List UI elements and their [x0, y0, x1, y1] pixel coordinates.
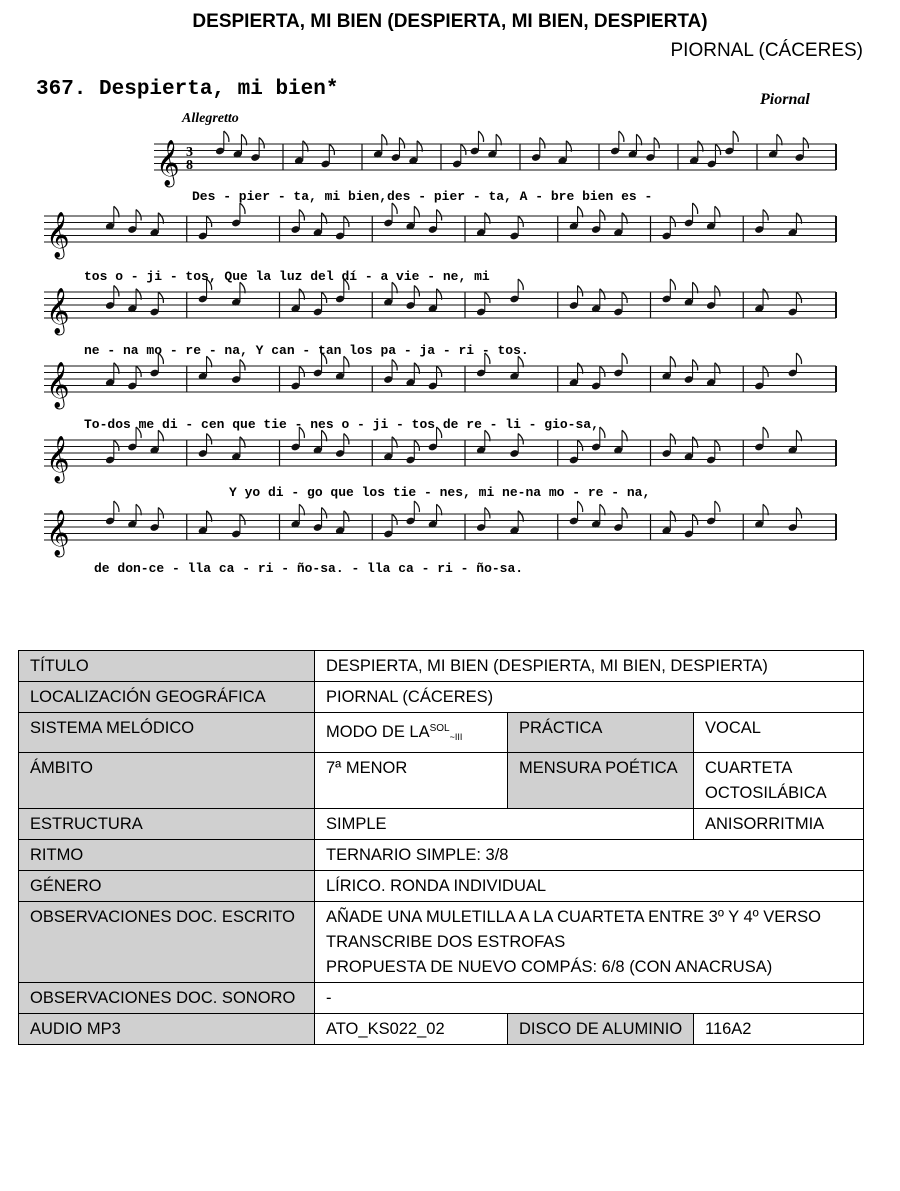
note-flag [733, 131, 738, 142]
practica-label: PRÁCTICA [508, 713, 694, 753]
note-flag [392, 360, 397, 371]
table-row [19, 753, 864, 809]
ambito-label: ÁMBITO [19, 753, 315, 809]
note-flag [240, 514, 245, 525]
note-flag [114, 286, 119, 297]
audio-value: ATO_KS022_02 [315, 1014, 508, 1045]
table-row [19, 902, 864, 983]
note-flag [622, 508, 627, 519]
titulo-value: DESPIERTA, MI BIEN (DESPIERTA, MI BIEN, DESPIERTA) [315, 651, 864, 682]
sistema-sub: ~III [449, 732, 463, 742]
ritmo-label: RITMO [19, 840, 315, 871]
audio-label: AUDIO MP3 [19, 1014, 315, 1045]
table-row [19, 809, 864, 840]
disco-value: 116A2 [694, 1014, 864, 1045]
estructura-label: ESTRUCTURA [19, 809, 315, 840]
note-flag [461, 144, 466, 155]
note-flag [715, 144, 720, 155]
note-flag [114, 440, 119, 451]
genero-value: LÍRICO. RONDA INDIVIDUAL [315, 871, 864, 902]
note-flag [322, 292, 327, 303]
sistema-label: SISTEMA MELÓDICO [19, 713, 315, 753]
note-flag [670, 434, 675, 445]
lyric-line: ne - na mo - re - na, Y can - tan los pa - ja - ri - tos. [84, 343, 529, 358]
note-flag [518, 216, 523, 227]
sistema-value [315, 713, 508, 753]
note-flag [299, 210, 304, 221]
table-row [19, 713, 864, 753]
lyrics [84, 189, 652, 576]
note-flag [485, 508, 490, 519]
lyric-line: Y yo di - go que los tie - nes, mi ne-na mo - re - na, [229, 485, 651, 500]
note-flag [322, 508, 327, 519]
table-row [19, 651, 864, 682]
obs-escrito-line: AÑADE UNA MULETILLA A LA CUARTETA ENTRE 3º Y 4º VERSO [326, 908, 822, 926]
note-flag [414, 501, 419, 512]
note-flag [207, 216, 212, 227]
note-flag [715, 286, 720, 297]
note-flag [693, 360, 698, 371]
table-row [19, 682, 864, 713]
note-flag [158, 508, 163, 519]
note-flag [600, 366, 605, 377]
table-row [19, 983, 864, 1014]
note-flag [600, 427, 605, 438]
note-flag [240, 360, 245, 371]
note-flag [622, 292, 627, 303]
note-flag [715, 440, 720, 451]
note-flag [763, 427, 768, 438]
note-flag [207, 434, 212, 445]
note-flag [803, 138, 808, 149]
obs-escrito-value [315, 902, 864, 983]
note-flag [437, 210, 442, 221]
document-place: PIORNAL (CÁCERES) [670, 40, 863, 61]
source-place: Piornal [760, 91, 810, 108]
note-flag [399, 138, 404, 149]
note-flag [158, 292, 163, 303]
note-flag [518, 434, 523, 445]
obs-escrito-line: PROPUESTA DE NUEVO COMPÁS: 6/8 (CON ANACRUSA) [326, 958, 773, 976]
treble-clef: 𝄞 [46, 288, 70, 334]
note-flag [540, 138, 545, 149]
document-title: DESPIERTA, MI BIEN (DESPIERTA, MI BIEN, DESPIERTA) [192, 11, 708, 32]
music-score [24, 70, 864, 590]
lyric-line: To-dos me di - cen que tie - nes o - ji - tos de re - li - gio-sa, [84, 417, 599, 432]
note-flag [392, 514, 397, 525]
note-flag [763, 366, 768, 377]
lyric-line: Des - pier - ta, mi bien,des - pier - ta, A - bre bien es - [192, 189, 653, 204]
titulo-label: TÍTULO [19, 651, 315, 682]
mensura-value: CUARTETA OCTOSILÁBICA [694, 753, 864, 809]
score-image [24, 70, 864, 590]
treble-clef: 𝄞 [46, 362, 70, 408]
localizacion-value: PIORNAL (CÁCERES) [315, 682, 864, 713]
note-flag [619, 131, 624, 142]
treble-clef: 𝄞 [46, 510, 70, 556]
table-row [19, 1014, 864, 1045]
note-flag [715, 501, 720, 512]
note-flag [693, 514, 698, 525]
obs-sonoro-label: OBSERVACIONES DOC. SONORO [19, 983, 315, 1014]
note-flag [485, 292, 490, 303]
time-signature-bottom: 8 [186, 158, 193, 173]
treble-clef: 𝄞 [46, 436, 70, 482]
sistema-text: MODO DE LA [326, 723, 430, 741]
note-flag [136, 366, 141, 377]
treble-clef: 𝄞 [46, 212, 70, 258]
note-flag [622, 353, 627, 364]
note-flag [329, 144, 334, 155]
ambito-value: 7ª MENOR [315, 753, 508, 809]
score-number-title: 367. Despierta, mi bien* [36, 78, 339, 101]
note-flag [763, 210, 768, 221]
localizacion-label: LOCALIZACIÓN GEOGRÁFICA [19, 682, 315, 713]
obs-escrito-line: TRANSCRIBE DOS ESTROFAS [326, 933, 566, 951]
note-flag [670, 279, 675, 290]
note-flag [392, 203, 397, 214]
disco-label: DISCO DE ALUMINIO [508, 1014, 694, 1045]
note-flag [114, 501, 119, 512]
note-flag [693, 203, 698, 214]
time-signature-top: 3 [186, 145, 193, 160]
note-flag [259, 138, 264, 149]
info-table [18, 650, 864, 1045]
note-flag [414, 440, 419, 451]
note-flag [344, 216, 349, 227]
lyric-line: de don-ce - lla ca - ri - ño-sa. - lla ca - ri - ño-sa. [94, 561, 524, 576]
estructura-extra: ANISORRITMIA [694, 809, 864, 840]
note-flag [299, 366, 304, 377]
lyric-line: tos o - ji - tos, Que la luz del dí - a vie - ne, mi [84, 269, 490, 284]
note-flag [654, 138, 659, 149]
note-flag [414, 286, 419, 297]
note-flag [796, 353, 801, 364]
note-flag [796, 292, 801, 303]
note-flag [670, 216, 675, 227]
note-flag [578, 440, 583, 451]
note-flag [344, 434, 349, 445]
table-row [19, 840, 864, 871]
sistema-sup: SOL [429, 723, 450, 734]
note-flag [518, 279, 523, 290]
note-flag [136, 210, 141, 221]
note-flag [578, 501, 583, 512]
note-flag [224, 131, 229, 142]
ritmo-value: TERNARIO SIMPLE: 3/8 [315, 840, 864, 871]
mensura-label: MENSURA POÉTICA [508, 753, 694, 809]
obs-sonoro-value: - [315, 983, 864, 1014]
estructura-value: SIMPLE [315, 809, 694, 840]
note-flag [796, 508, 801, 519]
tempo-marking: Allegretto [182, 111, 239, 126]
table-row [19, 871, 864, 902]
practica-value: VOCAL [694, 713, 864, 753]
genero-label: GÉNERO [19, 871, 315, 902]
obs-escrito-label: OBSERVACIONES DOC. ESCRITO [19, 902, 315, 983]
note-flag [240, 203, 245, 214]
note-flag [437, 366, 442, 377]
note-flag [600, 210, 605, 221]
note-flag [578, 286, 583, 297]
treble-clef: 𝄞 [156, 140, 180, 186]
note-flag [478, 131, 483, 142]
